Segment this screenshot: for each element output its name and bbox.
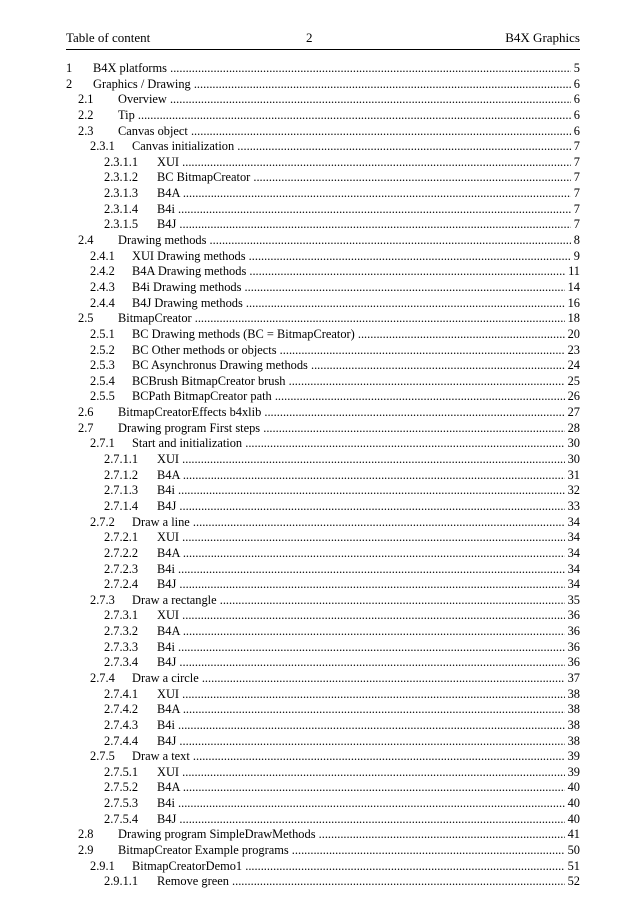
toc-entry[interactable] xyxy=(0,624,638,640)
toc-entry-page: 32 xyxy=(567,483,580,498)
toc-entry[interactable] xyxy=(0,859,638,875)
toc-entry-number: 2.3.1.3 xyxy=(104,186,139,201)
toc-entry-number: 2.7.1 xyxy=(90,436,115,451)
toc-entry-number: 2.7.1.2 xyxy=(104,467,139,482)
toc-entry-page: 25 xyxy=(567,373,580,388)
toc-entry-number: 2.3.1 xyxy=(90,139,115,154)
toc-entry-title: BitmapCreator Example programs ..... xyxy=(118,843,565,859)
toc-entry[interactable] xyxy=(0,296,638,312)
toc-entry-number: 2.4.3 xyxy=(90,279,115,294)
toc-entry[interactable] xyxy=(0,530,638,546)
toc-entry-title: Draw a circle ..... xyxy=(132,671,565,687)
toc-entry-page: 7 xyxy=(573,139,580,154)
table-of-contents xyxy=(0,61,638,890)
toc-entry-number: 2.7 xyxy=(78,420,94,435)
toc-entry-title: BitmapCreatorDemo1 ..... xyxy=(132,859,565,875)
toc-entry-title: Canvas initialization ..... xyxy=(132,139,571,155)
toc-entry-number: 2.4.2 xyxy=(90,264,115,279)
toc-entry-title: XUI ..... xyxy=(157,608,565,624)
toc-entry-title: B4X platforms ..... xyxy=(93,61,571,77)
toc-entry[interactable] xyxy=(0,311,638,327)
toc-entry-number: 2.7.4.3 xyxy=(104,717,139,732)
toc-entry-page: 40 xyxy=(567,780,580,795)
header-divider xyxy=(66,49,580,50)
toc-entry-page: 38 xyxy=(567,702,580,717)
toc-entry-title: Draw a text ..... xyxy=(132,749,565,765)
toc-entry-page: 36 xyxy=(567,608,580,623)
toc-entry-page: 9 xyxy=(573,248,580,263)
toc-entry-page: 30 xyxy=(567,452,580,467)
toc-entry-number: 2.5.4 xyxy=(90,373,115,388)
toc-entry-page: 24 xyxy=(567,358,580,373)
toc-entry-title: Drawing methods ..... xyxy=(118,233,571,249)
toc-entry-number: 2.4 xyxy=(78,233,94,248)
toc-entry-title: Draw a rectangle ..... xyxy=(132,593,565,609)
toc-entry[interactable] xyxy=(0,186,638,202)
toc-entry-title: B4J ..... xyxy=(157,217,571,233)
toc-entry-number: 2.7.4 xyxy=(90,670,115,685)
toc-entry-title: BCBrush BitmapCreator brush ..... xyxy=(132,374,565,390)
toc-entry[interactable] xyxy=(0,765,638,781)
toc-entry-number: 2.7.1.1 xyxy=(104,452,139,467)
toc-entry-number: 2.7.3.3 xyxy=(104,639,139,654)
toc-entry-page: 27 xyxy=(567,405,580,420)
toc-entry[interactable] xyxy=(0,718,638,734)
toc-entry-title: B4A Drawing methods ..... xyxy=(132,264,565,280)
toc-entry[interactable] xyxy=(0,734,638,750)
toc-entry-title: XUI ..... xyxy=(157,687,565,703)
toc-entry-title: Tip ..... xyxy=(118,108,571,124)
toc-entry-title: Drawing program First steps ..... xyxy=(118,421,565,437)
toc-entry[interactable] xyxy=(0,843,638,859)
toc-entry-page: 6 xyxy=(573,107,580,122)
toc-entry-title: B4i ..... xyxy=(157,796,565,812)
toc-entry-number: 2.7.1.4 xyxy=(104,498,139,513)
toc-entry-page: 6 xyxy=(573,92,580,107)
toc-entry-title: Canvas object ..... xyxy=(118,124,571,140)
toc-entry[interactable] xyxy=(0,640,638,656)
toc-entry-number: 2.7.3 xyxy=(90,592,115,607)
toc-entry-number: 2.6 xyxy=(78,405,94,420)
toc-entry[interactable] xyxy=(0,139,638,155)
toc-entry[interactable] xyxy=(0,874,638,890)
toc-entry-title: B4J ..... xyxy=(157,499,565,515)
toc-entry-number: 2.7.2.2 xyxy=(104,545,139,560)
toc-entry-number: 2.4.1 xyxy=(90,248,115,263)
toc-entry-number: 2.7.4.1 xyxy=(104,686,139,701)
toc-entry[interactable] xyxy=(0,233,638,249)
toc-entry-title: Start and initialization ..... xyxy=(132,436,565,452)
toc-entry-number: 2.7.1.3 xyxy=(104,483,139,498)
toc-entry-title: B4J ..... xyxy=(157,812,565,828)
toc-entry-title: B4A ..... xyxy=(157,186,571,202)
toc-entry-title: BCPath BitmapCreator path ..... xyxy=(132,389,565,405)
toc-entry-page: 6 xyxy=(573,123,580,138)
toc-entry-page: 16 xyxy=(567,295,580,310)
toc-entry-title: BC Other methods or objects ..... xyxy=(132,343,565,359)
toc-entry-page: 38 xyxy=(567,717,580,732)
toc-entry-number: 2.7.3.2 xyxy=(104,624,139,639)
toc-entry-page: 39 xyxy=(567,749,580,764)
toc-entry[interactable] xyxy=(0,827,638,843)
toc-entry-page: 7 xyxy=(573,186,580,201)
toc-entry-page: 34 xyxy=(567,514,580,529)
toc-entry[interactable] xyxy=(0,436,638,452)
toc-entry-number: 1 xyxy=(66,61,73,75)
toc-entry[interactable] xyxy=(0,280,638,296)
toc-entry[interactable] xyxy=(0,155,638,171)
toc-entry-page: 18 xyxy=(567,311,580,326)
toc-entry-page: 37 xyxy=(567,670,580,685)
toc-entry-number: 2.3.1.5 xyxy=(104,217,139,232)
toc-entry-page: 36 xyxy=(567,639,580,654)
toc-entry-number: 2.7.4.2 xyxy=(104,702,139,717)
toc-entry-number: 2.3.1.4 xyxy=(104,201,139,216)
toc-entry-number: 2.9 xyxy=(78,843,94,858)
toc-entry-page: 20 xyxy=(567,326,580,341)
toc-entry-title: B4i ..... xyxy=(157,640,565,656)
toc-entry[interactable] xyxy=(0,577,638,593)
toc-entry[interactable] xyxy=(0,796,638,812)
toc-entry-page: 34 xyxy=(567,530,580,545)
toc-entry-number: 2.5.1 xyxy=(90,326,115,341)
toc-entry-page: 36 xyxy=(567,624,580,639)
toc-entry-title: B4J ..... xyxy=(157,577,565,593)
toc-entry-title: B4J ..... xyxy=(157,734,565,750)
toc-entry[interactable] xyxy=(0,780,638,796)
toc-entry[interactable] xyxy=(0,170,638,186)
toc-entry-page: 6 xyxy=(573,76,580,91)
toc-entry-number: 2.7.4.4 xyxy=(104,733,139,748)
toc-entry-number: 2.3 xyxy=(78,123,94,138)
toc-entry-number: 2.1 xyxy=(78,92,94,107)
toc-entry-number: 2.5 xyxy=(78,311,94,326)
toc-entry-title: Overview ..... xyxy=(118,92,571,108)
toc-entry[interactable] xyxy=(0,124,638,140)
toc-entry[interactable] xyxy=(0,421,638,437)
toc-entry-title: Drawing program SimpleDrawMethods ..... xyxy=(118,827,565,843)
toc-entry-number: 2.9.1.1 xyxy=(104,874,139,889)
toc-entry[interactable] xyxy=(0,812,638,828)
toc-entry[interactable] xyxy=(0,389,638,405)
toc-entry-title: B4A ..... xyxy=(157,624,565,640)
toc-entry-number: 2 xyxy=(66,76,73,91)
toc-entry-page: 35 xyxy=(567,592,580,607)
toc-entry-number: 2.7.2.1 xyxy=(104,530,139,545)
toc-entry-number: 2.7.2.3 xyxy=(104,561,139,576)
toc-entry[interactable] xyxy=(0,499,638,515)
toc-entry[interactable] xyxy=(0,483,638,499)
toc-entry[interactable] xyxy=(0,671,638,687)
header-section-title: Table of content xyxy=(66,30,151,45)
toc-entry[interactable] xyxy=(0,562,638,578)
toc-entry-page: 34 xyxy=(567,577,580,592)
toc-entry-page: 5 xyxy=(573,61,580,75)
toc-entry-page: 8 xyxy=(573,233,580,248)
toc-entry[interactable] xyxy=(0,702,638,718)
toc-entry-page: 38 xyxy=(567,686,580,701)
header-page-number: 2 xyxy=(306,30,313,45)
toc-entry-title: B4A ..... xyxy=(157,546,565,562)
toc-entry-title: B4A ..... xyxy=(157,702,565,718)
toc-entry-page: 34 xyxy=(567,545,580,560)
toc-entry[interactable] xyxy=(0,108,638,124)
toc-entry-number: 2.7.5.2 xyxy=(104,780,139,795)
toc-entry[interactable] xyxy=(0,515,638,531)
toc-entry[interactable] xyxy=(0,687,638,703)
toc-entry[interactable] xyxy=(0,405,638,421)
page-header xyxy=(66,30,580,50)
toc-entry-page: 30 xyxy=(567,436,580,451)
toc-entry-page: 26 xyxy=(567,389,580,404)
toc-entry-number: 2.5.5 xyxy=(90,389,115,404)
toc-entry-title: BitmapCreatorEffects b4xlib ..... xyxy=(118,405,565,421)
toc-entry-number: 2.7.5.4 xyxy=(104,811,139,826)
toc-entry-page: 7 xyxy=(573,170,580,185)
toc-entry-page: 39 xyxy=(567,764,580,779)
toc-entry[interactable] xyxy=(0,452,638,468)
toc-entry-number: 2.9.1 xyxy=(90,858,115,873)
toc-entry[interactable] xyxy=(0,374,638,390)
toc-entry-number: 2.2 xyxy=(78,107,94,122)
toc-entry-page: 52 xyxy=(567,874,580,889)
toc-entry-title: XUI Drawing methods ..... xyxy=(132,249,571,265)
toc-entry[interactable] xyxy=(0,655,638,671)
toc-entry[interactable] xyxy=(0,217,638,233)
toc-entry-number: 2.4.4 xyxy=(90,295,115,310)
toc-entry-number: 2.5.2 xyxy=(90,342,115,357)
toc-entry-number: 2.7.2 xyxy=(90,514,115,529)
toc-entry-page: 7 xyxy=(573,154,580,169)
toc-entry-page: 31 xyxy=(567,467,580,482)
toc-entry-number: 2.5.3 xyxy=(90,358,115,373)
toc-entry[interactable] xyxy=(0,468,638,484)
toc-entry-title: XUI ..... xyxy=(157,530,565,546)
toc-entry-number: 2.3.1.2 xyxy=(104,170,139,185)
toc-entry-page: 7 xyxy=(573,201,580,216)
toc-entry-number: 2.7.3.4 xyxy=(104,655,139,670)
toc-entry-number: 2.8 xyxy=(78,827,94,842)
toc-entry-page: 40 xyxy=(567,811,580,826)
toc-entry-page: 23 xyxy=(567,342,580,357)
toc-entry-title: XUI ..... xyxy=(157,155,571,171)
toc-entry[interactable] xyxy=(0,327,638,343)
toc-entry-title: B4i ..... xyxy=(157,483,565,499)
toc-entry-title: BC Drawing methods (BC = BitmapCreator) ..... xyxy=(132,327,565,343)
toc-entry-title: BitmapCreator ..... xyxy=(118,311,565,327)
toc-entry-page: 7 xyxy=(573,217,580,232)
toc-entry-title: B4A ..... xyxy=(157,468,565,484)
toc-entry-title: B4i ..... xyxy=(157,202,571,218)
toc-entry[interactable] xyxy=(0,749,638,765)
toc-entry[interactable] xyxy=(0,264,638,280)
toc-entry-number: 2.7.5.1 xyxy=(104,764,139,779)
toc-entry-page: 33 xyxy=(567,498,580,513)
toc-entry-title: BC BitmapCreator ..... xyxy=(157,170,571,186)
toc-entry-number: 2.7.2.4 xyxy=(104,577,139,592)
toc-entry[interactable] xyxy=(0,77,638,93)
toc-entry-title: B4A ..... xyxy=(157,780,565,796)
toc-entry-page: 11 xyxy=(568,264,580,279)
toc-entry[interactable] xyxy=(0,358,638,374)
toc-entry[interactable] xyxy=(0,92,638,108)
toc-entry-title: B4J Drawing methods ..... xyxy=(132,296,565,312)
toc-entry-page: 51 xyxy=(567,858,580,873)
toc-entry-title: XUI ..... xyxy=(157,452,565,468)
toc-entry-title: BC Asynchronus Drawing methods ..... xyxy=(132,358,565,374)
toc-entry[interactable] xyxy=(0,608,638,624)
toc-entry-number: 2.7.5.3 xyxy=(104,796,139,811)
toc-entry[interactable] xyxy=(0,249,638,265)
toc-entry-title: B4i ..... xyxy=(157,718,565,734)
toc-entry-page: 41 xyxy=(567,827,580,842)
toc-entry-page: 38 xyxy=(567,733,580,748)
toc-entry[interactable] xyxy=(0,61,638,77)
toc-entry[interactable] xyxy=(0,202,638,218)
toc-entry-title: Graphics / Drawing ..... xyxy=(93,77,571,93)
toc-entry-title: XUI ..... xyxy=(157,765,565,781)
toc-entry[interactable] xyxy=(0,343,638,359)
toc-entry-number: 2.7.5 xyxy=(90,749,115,764)
toc-entry-number: 2.3.1.1 xyxy=(104,154,139,169)
toc-entry-title: Draw a line ..... xyxy=(132,515,565,531)
toc-entry-number: 2.7.3.1 xyxy=(104,608,139,623)
toc-entry-title: B4i ..... xyxy=(157,562,565,578)
header-document-title: B4X Graphics xyxy=(505,30,580,45)
toc-entry-page: 14 xyxy=(567,279,580,294)
toc-entry-title: B4i Drawing methods ..... xyxy=(132,280,565,296)
toc-entry[interactable] xyxy=(0,593,638,609)
toc-entry-page: 50 xyxy=(567,843,580,858)
toc-entry-page: 34 xyxy=(567,561,580,576)
toc-entry-page: 36 xyxy=(567,655,580,670)
toc-entry-title: Remove green ..... xyxy=(157,874,565,890)
toc-entry-title: B4J ..... xyxy=(157,655,565,671)
toc-entry-page: 28 xyxy=(567,420,580,435)
toc-entry-page: 40 xyxy=(567,796,580,811)
toc-entry[interactable] xyxy=(0,546,638,562)
